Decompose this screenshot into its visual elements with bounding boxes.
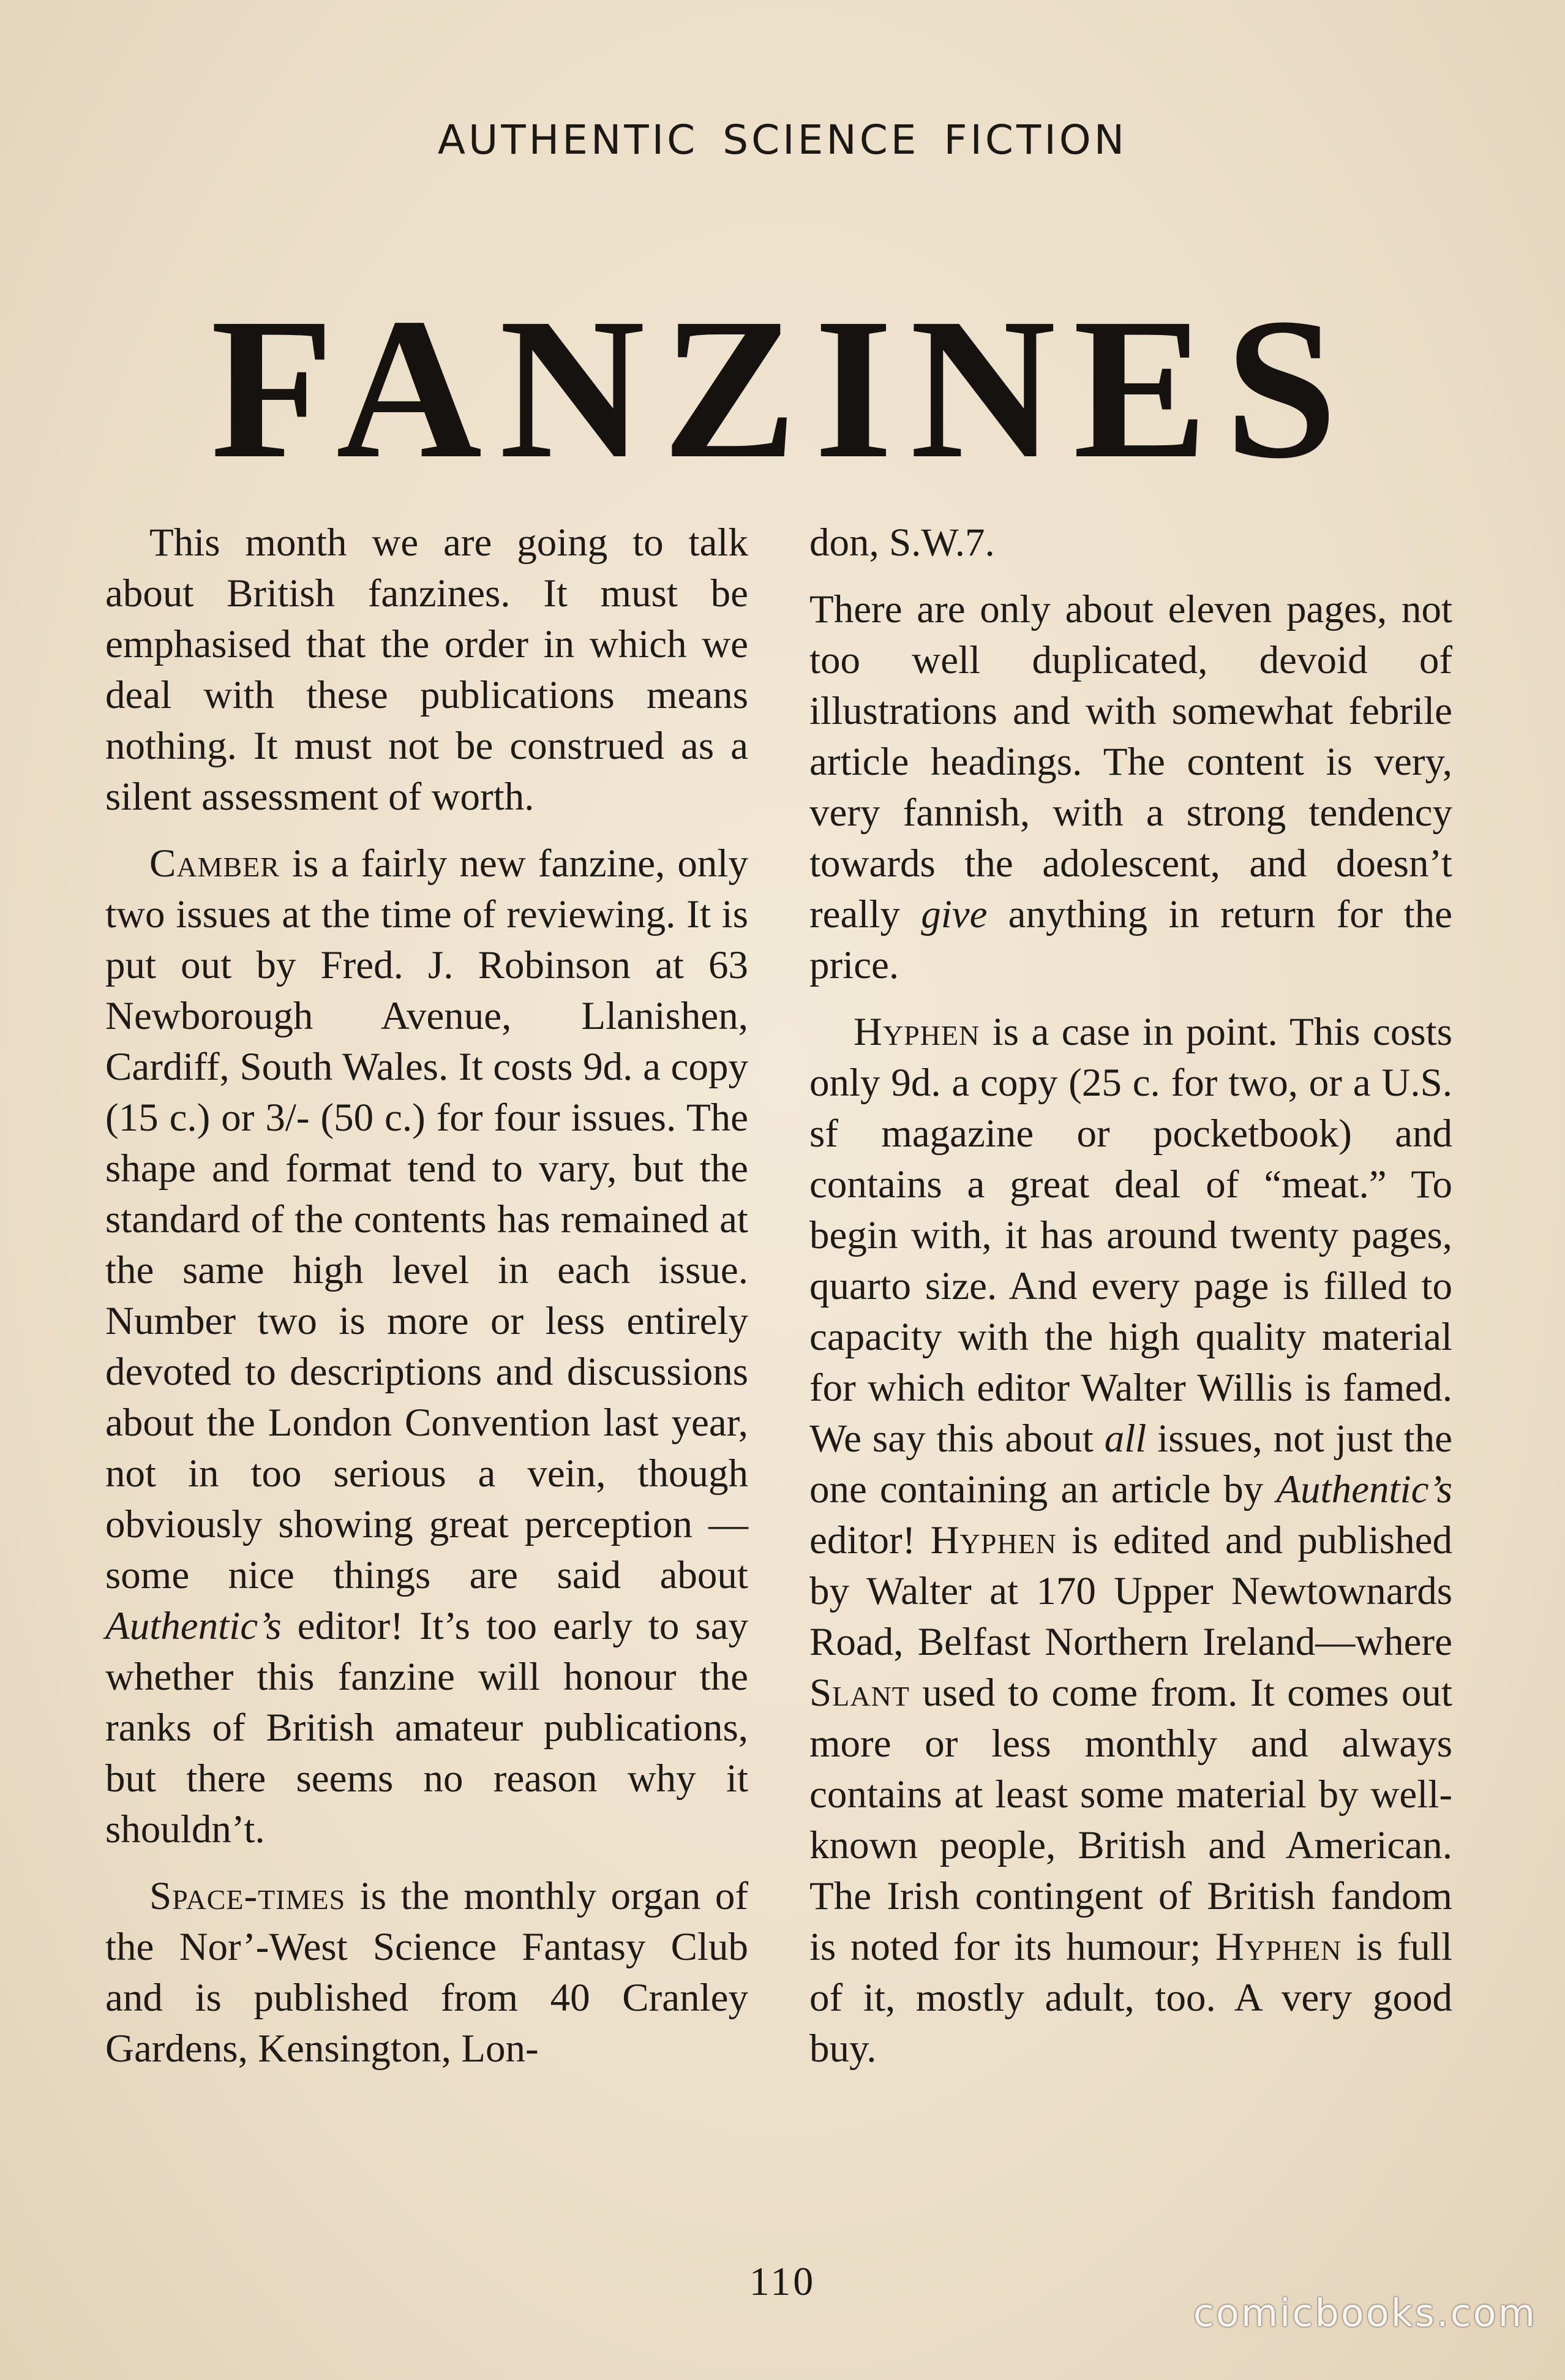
fanzine-name-hyphen-3: Hyphen — [1215, 1925, 1342, 1969]
paragraph-hyphen-text-c: editor! — [809, 1518, 931, 1562]
paragraph-hyphen-italic-all: all — [1104, 1417, 1147, 1461]
fanzine-name-space-times: Space-times — [149, 1874, 346, 1918]
fanzine-name-hyphen: Hyphen — [854, 1010, 980, 1054]
paragraph-space-times-review — [809, 584, 1452, 991]
paragraph-hyphen-text-a: is a case in point. This costs only 9d. a copy (25 c. for two, or a U.S. sf magazine or pocketbook) and contains a great deal of “meat.” To begin with, it has around twenty pages, quarto size. And every page is filled to capacity with the high quality material for which editor Walter Willis is famed. We say this about — [809, 1010, 1452, 1461]
paragraph-hyphen-text-e: used to come from. It comes out more or less monthly and always contains at least some material by well-known people, British and American. The Irish contingent of British fandom is noted for its humour; — [809, 1671, 1452, 1969]
paragraph-intro — [105, 518, 748, 823]
fanzine-name-camber: Camber — [149, 842, 280, 886]
paragraph-space-times — [105, 1871, 748, 2074]
page-number: 110 — [749, 2259, 816, 2304]
paragraph-review-text-b: anything in return for the price. — [809, 892, 1452, 987]
paragraph-hyphen-text-f: is full of it, mostly adult, too. A very good buy. — [809, 1925, 1452, 2071]
paragraph-hyphen — [809, 1007, 1452, 2074]
left-column — [105, 518, 748, 2090]
fanzine-name-hyphen-2: Hyphen — [930, 1518, 1057, 1562]
article-title: FANZINES — [210, 277, 1355, 500]
paragraph-review-text-a: There are only about eleven pages, not too well duplicated, devoid of illustrations and with somewhat febrile article headings. The content is very, very fannish, with a strong tendency towards the adolescent, and doesn’t really — [809, 587, 1452, 936]
paragraph-camber-text-b: editor! It’s too early to say whether this fanzine will honour the ranks of British amateur publications, but there seems no reason why it shouldn’t. — [105, 1604, 748, 1851]
paragraph-hyphen-italic-authentic: Authentic’s — [1276, 1467, 1452, 1512]
running-head: AUTHENTIC SCIENCE FICTION — [437, 116, 1128, 164]
paragraph-camber-text-a: is a fairly new fanzine, only two issues at the time of reviewing. It is put out by Fred. J. Robinson at 63 Newborough Avenue, Llanishen, Cardiff, South Wales. It costs 9d. a copy (15 c.) or 3/- (50 c.) for four issues. The shape and format tend to vary, but the standard of the contents has remained at the same high level in each issue. Number two is more or less entirely devoted to descriptions and discussions about the London Convention last year, not in too serious a vein, though obviously showing great perception —some nice things are said about — [105, 842, 748, 1597]
fanzine-name-slant: Slant — [809, 1671, 910, 1715]
paragraph-intro-text: This month we are going to talk about British fanzines. It must be emphasised that the order in which we deal with these publications means nothing. It must not be construed as a silent assessment of worth. — [105, 521, 748, 819]
paragraph-hyphen-text-d: is edited and published by Walter at 170 Upper Newtownards Road, Belfast Northern Ireland—where — [809, 1518, 1452, 1664]
paragraph-review-italic: give — [921, 892, 988, 936]
paragraph-continued — [809, 518, 1452, 568]
paragraph-camber — [105, 838, 748, 1855]
paragraph-space-times-text: is the monthly organ of the Nor’-West Science Fantasy Club and is published from 40 Cranley Gardens, Kensington, Lon- — [105, 1874, 748, 2071]
paragraph-hyphen-text-b: issues, not just the one containing an article by — [809, 1417, 1452, 1512]
right-column — [809, 518, 1452, 2090]
paragraph-camber-italic: Authentic’s — [105, 1604, 282, 1648]
watermark-logo: comicbooks.com — [1193, 2291, 1537, 2335]
paragraph-continued-text: don, S.W.7. — [809, 521, 995, 565]
